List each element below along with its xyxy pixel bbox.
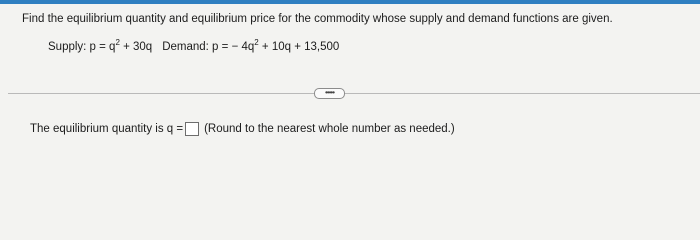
equations xyxy=(48,38,340,53)
supply-equation: Supply: $p = q^2 + 30q$ xyxy=(48,38,153,53)
demand-equation: Demand: p = − $4q^2 + 10q + 13,500$ xyxy=(162,38,340,53)
expand-more-button[interactable]: ••••• xyxy=(314,88,345,99)
divider xyxy=(8,93,700,94)
answer-input[interactable] xyxy=(185,122,199,136)
question-text: Find the equilibrium quantity and equilibrium price for the commodity whose supply and demand functions are given. xyxy=(22,13,613,25)
top-accent-bar xyxy=(0,0,700,4)
answer-prompt: The equilibrium quantity is q = xyxy=(30,123,184,135)
answer-hint: (Round to the nearest whole number as needed.) xyxy=(204,123,455,135)
answer-line xyxy=(30,122,455,136)
